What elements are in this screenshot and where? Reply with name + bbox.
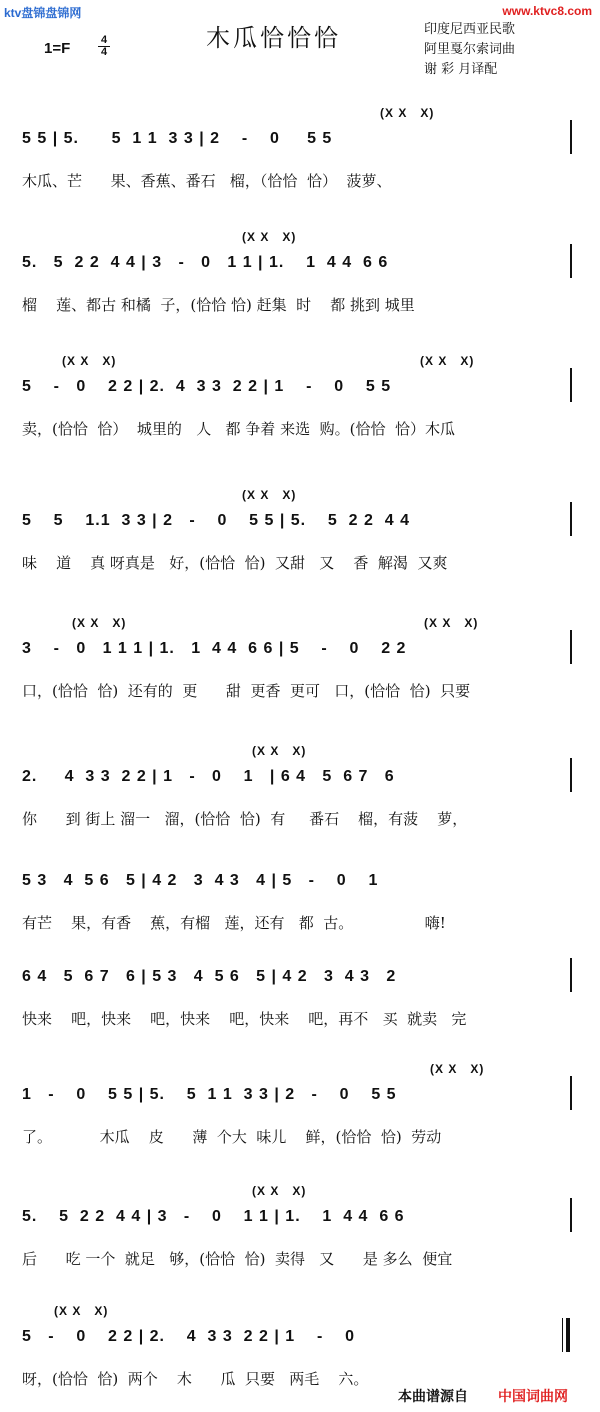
barline	[570, 630, 572, 664]
notation-line: 5. 5 2 2 4 4 | 3 - 0 1 1 | 1. 1 4 4 6 6	[22, 1208, 405, 1225]
notation-line: 5 - 0 2 2 | 2. 4 3 3 2 2 | 1 - 0	[22, 1328, 355, 1345]
lyrics-line: 了。 木瓜 皮 薄 个大 味儿 鲜，(恰恰 恰) 劳动	[22, 1128, 442, 1146]
lyrics-line: 味 道 真 呀真是 好，(恰恰 恰) 又甜 又 香 解渴 又爽	[22, 554, 448, 572]
lyrics-line: 口，(恰恰 恰) 还有的 更 甜 更香 更可 口，(恰恰 恰) 只要	[22, 682, 471, 700]
clap-rhythm: (X X X)	[54, 1304, 109, 1318]
barline	[570, 120, 572, 154]
clap-rhythm: (X X X)	[252, 744, 307, 758]
clap-rhythm: (X X X)	[242, 230, 297, 244]
notation-line: 2. 4 3 3 2 2 | 1 - 0 1 | 6 4 5 6 7 6	[22, 768, 395, 785]
lyrics-line: 你 到 街上 溜一 溜，(恰恰 恰) 有 番石 榴，有菠 萝，	[22, 810, 468, 828]
clap-rhythm: (X X X)	[430, 1062, 485, 1076]
lyrics-line: 快来 吧，快来 吧，快来 吧，快来 吧，再不 买 就卖 完	[22, 1010, 467, 1028]
clap-rhythm: (X X X)	[252, 1184, 307, 1198]
notation-line: 3 - 0 1 1 1 | 1. 1 4 4 6 6 | 5 - 0 2 2	[22, 640, 407, 657]
barline	[570, 368, 572, 402]
lyrics-line: 卖，(恰恰 恰） 城里的 人 都 争着 来选 购。(恰恰 恰）木瓜	[22, 420, 455, 438]
credit-translator: 谢 彩 月译配	[424, 62, 498, 77]
notation-line: 5 - 0 2 2 | 2. 4 3 3 2 2 | 1 - 0 5 5	[22, 378, 392, 395]
final-barline-thin	[562, 1318, 563, 1352]
clap-rhythm: (X X X)	[242, 488, 297, 502]
time-signature-bottom: 4	[100, 46, 108, 58]
notation-line: 5. 5 2 2 4 4 | 3 - 0 1 1 | 1. 1 4 4 6 6	[22, 254, 389, 271]
song-title: 木瓜恰恰恰	[206, 24, 341, 52]
notation-line: 5 3 4 5 6 5 | 4 2 3 4 3 4 | 5 - 0 1	[22, 872, 379, 889]
key-signature: 1=F	[44, 40, 71, 57]
time-signature-top: 4	[98, 35, 110, 47]
barline	[570, 958, 572, 992]
lyrics-line: 呀，(恰恰 恰) 两个 木 瓜 只要 两毛 六。	[22, 1370, 369, 1388]
source-site-link[interactable]: 中国词曲网	[498, 1389, 568, 1405]
source-label: 本曲谱源自	[398, 1389, 468, 1405]
credit-author: 阿里戛尔索词曲	[424, 42, 516, 57]
watermark-left: ktv盘锦盘锦网	[4, 6, 82, 20]
barline	[570, 1076, 572, 1110]
clap-rhythm: (X X X)	[424, 616, 479, 630]
notation-line: 6 4 5 6 7 6 | 5 3 4 5 6 5 | 4 2 3 4 3 2	[22, 968, 397, 985]
final-barline-thick	[566, 1318, 570, 1352]
barline	[570, 244, 572, 278]
clap-rhythm: (X X X)	[62, 354, 117, 368]
barline	[570, 502, 572, 536]
lyrics-line: 后 吃 一个 就足 够，(恰恰 恰) 卖得 又 是 多么 便宜	[22, 1250, 453, 1268]
barline	[570, 1198, 572, 1232]
credits	[424, 20, 594, 80]
clap-rhythm: (X X X)	[420, 354, 475, 368]
notation-line: 5 5 | 5. 5 1 1 3 3 | 2 - 0 5 5	[22, 130, 333, 147]
lyrics-line: 榴 莲、都古 和橘 子，(恰恰 恰) 赶集 时 都 挑到 城里	[22, 296, 415, 314]
clap-rhythm: (X X X)	[72, 616, 127, 630]
watermark-right: www.ktvc8.com	[502, 4, 592, 18]
lyrics-line: 有芒 果，有香 蕉，有榴 莲，还有 都 古。 嗨!	[22, 914, 446, 932]
time-signature	[98, 35, 110, 58]
notation-line: 5 5 1.1 3 3 | 2 - 0 5 5 | 5. 5 2 2 4 4	[22, 512, 411, 529]
credit-origin: 印度尼西亚民歌	[424, 22, 516, 37]
lyrics-line: 木瓜、芒 果、香蕉、番石 榴，（恰恰 恰） 菠萝、	[22, 172, 392, 190]
notation-line: 1 - 0 5 5 | 5. 5 1 1 3 3 | 2 - 0 5 5	[22, 1086, 397, 1103]
clap-rhythm: (X X X)	[380, 106, 435, 120]
barline	[570, 758, 572, 792]
